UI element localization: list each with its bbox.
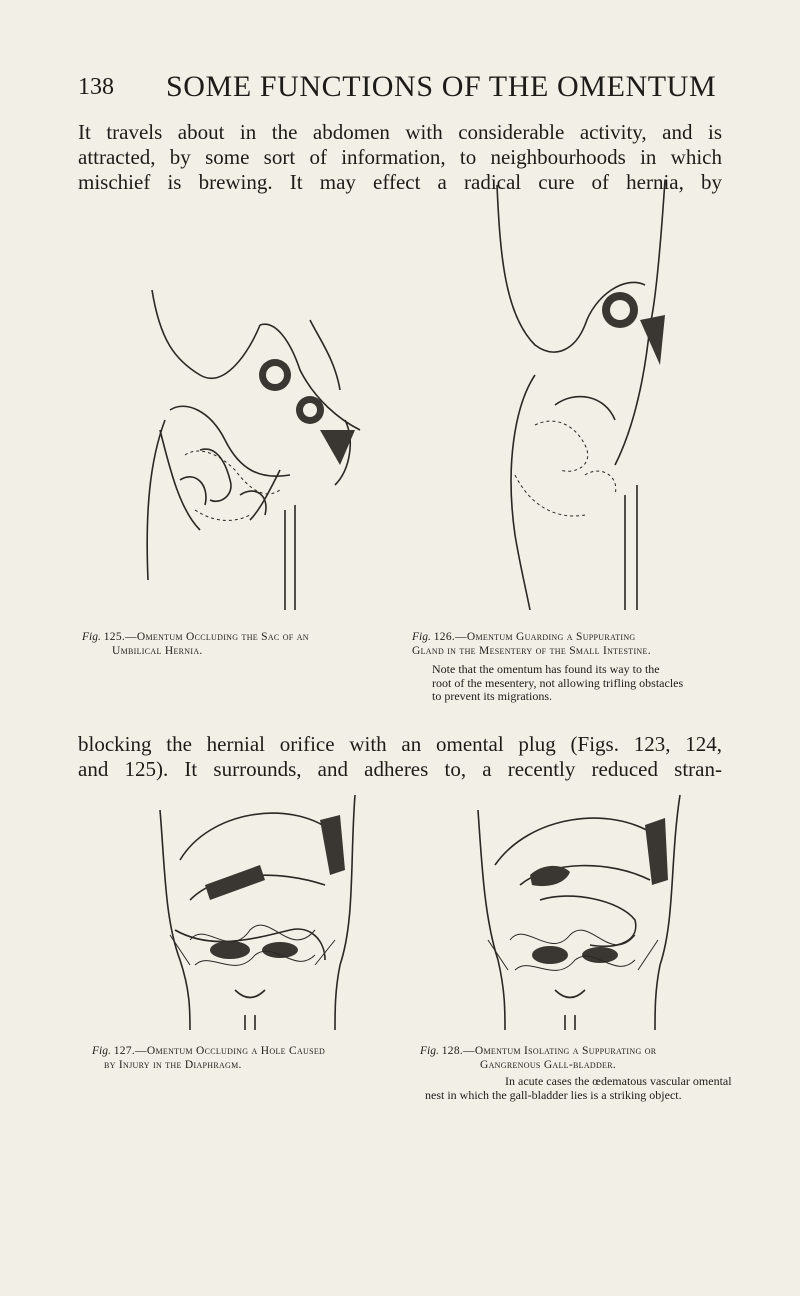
note-line: Note that the omentum has found its way to the bbox=[432, 662, 660, 676]
caption-line: 128.—Omentum Isolating a Suppurating or bbox=[441, 1045, 657, 1057]
caption-line: Umbilical Hernia. bbox=[112, 645, 203, 657]
caption-fig-128 bbox=[420, 1044, 656, 1072]
note-line: root of the mesentery, not allowing trifling obstacles bbox=[432, 675, 684, 690]
note-line: In acute cases the œdematous vascular omental bbox=[505, 1074, 732, 1088]
figure-125-illustration bbox=[140, 280, 370, 610]
text-line: and 125). It surrounds, and adheres to, a recently reduced stran- bbox=[78, 757, 722, 781]
figure-127-illustration bbox=[150, 790, 365, 1030]
caption-fig-125 bbox=[82, 630, 309, 658]
gall-bladder-drawing bbox=[470, 790, 685, 1030]
text-line: attracted, by some sort of information, to neighbourhoods in which bbox=[78, 145, 722, 169]
note-fig-126 bbox=[432, 663, 683, 704]
fig-label: Fig. bbox=[412, 631, 431, 643]
caption-line: 127.—Omentum Occluding a Hole Caused bbox=[113, 1045, 326, 1057]
text-line: It travels about in the abdomen with considerable activity, and is bbox=[78, 120, 722, 144]
page-number: 138 bbox=[78, 74, 114, 100]
note-line: nest in which the gall-bladder lies is a striking object. bbox=[425, 1087, 682, 1102]
fig-label: Fig. bbox=[82, 631, 101, 643]
mesentery-gland-drawing bbox=[475, 175, 675, 610]
umbilical-hernia-drawing bbox=[140, 280, 370, 610]
running-head bbox=[78, 70, 718, 110]
note-line: to prevent its migrations. bbox=[432, 689, 552, 703]
caption-fig-126 bbox=[412, 630, 651, 658]
fig-label: Fig. bbox=[92, 1045, 111, 1057]
text-line: blocking the hernial orifice with an omental plug (Figs. 123, 124, bbox=[78, 732, 722, 756]
caption-line: 126.—Omentum Guarding a Suppurating bbox=[433, 631, 636, 643]
note-fig-128 bbox=[425, 1075, 732, 1102]
running-title: SOME FUNCTIONS OF THE OMENTUM bbox=[166, 70, 717, 103]
caption-line: 125.—Omentum Occluding the Sac of an bbox=[103, 631, 309, 643]
caption-line: by Injury in the Diaphragm. bbox=[104, 1059, 242, 1071]
caption-fig-127 bbox=[92, 1044, 325, 1072]
fig-label: Fig. bbox=[420, 1045, 439, 1057]
caption-line: Gland in the Mesentery of the Small Intestine. bbox=[412, 645, 651, 657]
text-line: mischief is brewing. It may effect a radical cure of hernia, by bbox=[78, 170, 722, 194]
caption-line: Gangrenous Gall-bladder. bbox=[480, 1059, 617, 1071]
figure-126-illustration bbox=[475, 175, 675, 610]
paragraph-2 bbox=[78, 732, 722, 782]
diaphragm-injury-drawing bbox=[150, 790, 365, 1030]
figure-128-illustration bbox=[470, 790, 685, 1030]
